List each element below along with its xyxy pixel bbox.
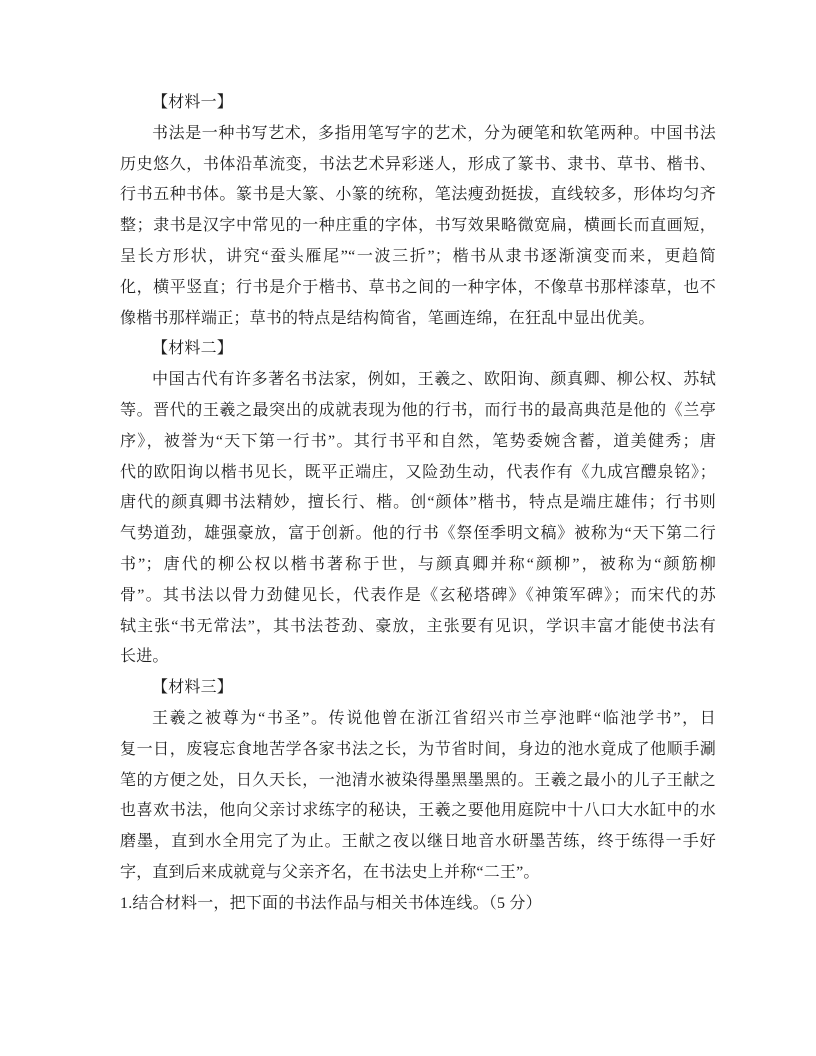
text-line: 呈长方形状，讲究“蚕头雁尾”“一波三折”；楷书从隶书逐渐演变而来，更趋简 <box>120 247 716 265</box>
text-line: 唐代的颜真卿书法精妙，擅长行、楷。创“颜体”楷书，特点是端庄雄伟；行书则 <box>120 494 716 512</box>
text-line: 复一日，废寝忘食地苦学各家书法之长，为节省时间，身边的池水竟成了他顺手涮 <box>120 740 716 758</box>
text-line: 等。晋代的王羲之最突出的成就表现为他的行书，而行书的最高典范是他的《兰亭 <box>120 401 716 419</box>
text-line: 化，横平竖直；行书是介于楷书、草书之间的一种字体，不像草书那样漆草，也不 <box>120 278 716 296</box>
text-line: 代的欧阳询以楷书见长，既平正端庄，又险劲生动，代表作有《九成宫醴泉铭》； <box>120 463 716 481</box>
text-line: 序》，被誉为“天下第一行书”。其行书平和自然，笔势委婉含蓄，道美健秀；唐 <box>120 432 716 450</box>
text-line: 字，直到后来成就竟与父亲齐名，在书法史上并称“二王”。 <box>120 863 540 881</box>
text-line: 磨墨，直到水全用完了为止。王献之夜以继日地音水研墨苦练，终于练得一手好 <box>120 833 716 851</box>
text-line: 笔的方便之处，日久天长，一池清水被染得墨黑墨黑的。王羲之最小的儿子王献之 <box>120 771 716 789</box>
section-title: 【材料一】 <box>152 94 234 111</box>
text-line: 王羲之被尊为“书圣”。传说他曾在浙江省绍兴市兰亭池畔“临池学书”，日 <box>152 709 716 727</box>
text-line: 长进。 <box>120 648 169 666</box>
text-line: 整；隶书是汉字中常见的一种庄重的字体，书写效果略微宽扁，横画长而直画短， <box>120 217 716 235</box>
text-line: 行书五种书体。篆书是大篆、小篆的统称，笔法瘦劲挺拔，直线较多，形体均匀齐 <box>120 186 716 204</box>
document-content <box>120 88 716 920</box>
section-title: 【材料二】 <box>152 340 234 358</box>
text-line: 书法是一种书写艺术，多指用笔写字的艺术，分为硬笔和软笔两种。中国书法 <box>152 124 716 142</box>
section-title: 【材料三】 <box>152 679 234 697</box>
text-line: 气势道劲，雄强豪放，富于创新。他的行书《祭侄季明文稿》被称为“天下第二行 <box>120 525 716 543</box>
text-line: 也喜欢书法，他向父亲讨求练字的秘诀，王羲之要他用庭院中十八口大水缸中的水 <box>120 802 716 820</box>
text-line: 中国古代有许多著名书法家，例如，王羲之、欧阳询、颜真卿、柳公权、苏轼 <box>152 371 716 389</box>
text-line: 历史悠久，书体沿革流变，书法艺术异彩迷人，形成了篆书、隶书、草书、楷书、 <box>120 155 716 173</box>
text-line: 轼主张“书无常法”，其书法苍劲、豪放，主张要有见识，学识丰富才能使书法有 <box>120 617 716 635</box>
text-line: 书”；唐代的柳公权以楷书著称于世，与颜真卿并称“颜柳”，被称为“颜筋柳 <box>120 555 716 573</box>
text-line: 骨”。其书法以骨力劲健见长，代表作是《玄秘塔碑》《神策军碑》；而宋代的苏 <box>120 586 716 604</box>
question-line: 1.结合材料一，把下面的书法作品与相关书体连线。（5 分） <box>120 894 542 912</box>
text-line: 像楷书那样端正；草书的特点是结构简省，笔画连绵，在狂乱中显出优美。 <box>120 309 655 327</box>
